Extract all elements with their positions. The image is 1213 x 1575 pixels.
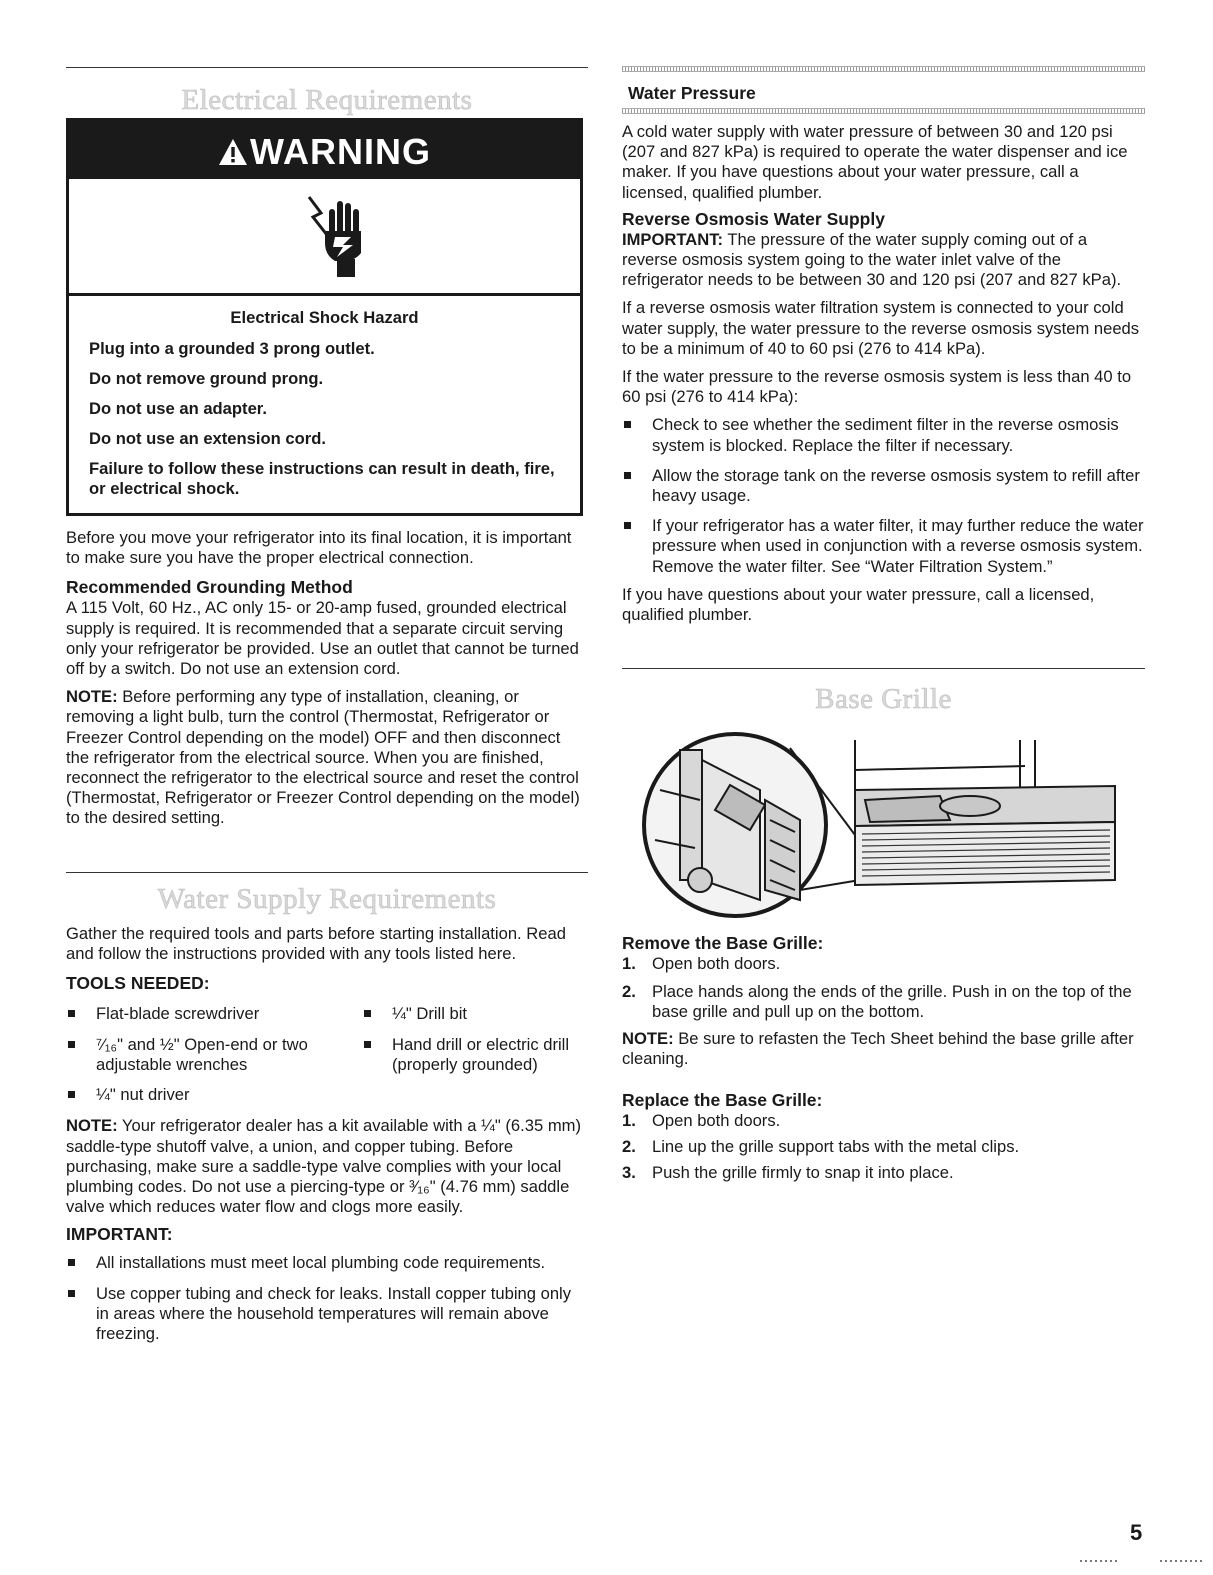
list-item: 1. Open both doors. (622, 1111, 781, 1131)
heading-stripe (622, 108, 1145, 114)
note-label: NOTE: (66, 1116, 118, 1136)
base-grille-illustration (640, 730, 1145, 920)
list-item: All installations must meet local plumbing code requirements. (66, 1253, 588, 1273)
replace-heading: Replace the Base Grille: (622, 1090, 823, 1111)
alert-triangle-icon (218, 137, 248, 167)
section-rule (66, 67, 588, 68)
grounding-heading: Recommended Grounding Method (66, 577, 353, 598)
list-item: Check to see whether the sediment filter in the reverse osmosis system is blocked. Replace the filter if necessary. (622, 415, 1145, 455)
list-item: Allow the storage tank on the reverse osmosis system to refill after heavy usage. (622, 466, 1145, 506)
note-label: NOTE: (622, 1028, 674, 1048)
ro-important (622, 230, 1145, 291)
section-rule (622, 668, 1145, 669)
base-grille-text (622, 932, 1145, 1184)
warning-body (69, 308, 580, 499)
base-grille-note (622, 1029, 1145, 1069)
list-item: Use copper tubing and check for leaks. Install copper tubing only in areas where the household temperatures will remain above freezing. (66, 1284, 588, 1345)
water-supply-section (66, 872, 588, 1344)
base-grille-section (622, 668, 1145, 716)
tools-list (66, 1004, 588, 1108)
water-pressure-section (622, 66, 1145, 625)
tools-heading: TOOLS NEEDED: (66, 973, 210, 994)
section-rule (66, 872, 588, 873)
footer-marks (1160, 1560, 1205, 1562)
note-text: Be sure to refasten the Tech Sheet behind the base grille after cleaning. (622, 1028, 1134, 1068)
grounding-text: A 115 Volt, 60 Hz., AC only 15- or 20-amp fused, grounded electrical supply is required. It is recommended that a separate circuit serving only your refrigerator be provided. Use an outlet that cannot be turned off by a switch. Do not use an extension cord. (66, 598, 579, 679)
heading-stripe (622, 66, 1145, 72)
list-item: 2. Place hands along the ends of the grille. Push in on the top of the base grille and pull up on the bottom. (622, 982, 1132, 1022)
warning-line: Do not remove ground prong. (89, 369, 324, 388)
note-text: Your refrigerator dealer has a kit available with a ¼" (6.35 mm) saddle-type shutoff valve, a union, and copper tubing. Before purchasing, make sure a saddle-type valve complies with your local plumbing codes. Do not use a piercing-type or ³⁄₁₆" (4.76 mm) saddle valve which reduces water flow and clogs more easily. (66, 1116, 581, 1217)
warning-label: WARNING (250, 131, 431, 172)
tools-list-left (66, 1004, 334, 1105)
ro-paragraph: If a reverse osmosis water filtration system is connected to your cold water supply, the water pressure to the reverse osmosis system needs to be a minimum of 40 to 60 psi (276 to 414 kPa). (622, 298, 1140, 358)
list-item: If your refrigerator has a water filter, it may further reduce the water pressure when used in conjunction with a reverse osmosis system. Remove the water filter. See “Water Filtration System.” (622, 516, 1145, 577)
page-number: 5 (1130, 1520, 1143, 1545)
list-item: Flat-blade screwdriver (66, 1004, 334, 1024)
ro-heading: Reverse Osmosis Water Supply (622, 208, 885, 229)
note-text: Before performing any type of installation, cleaning, or removing a light bulb, turn the control (Thermostat, Refrigerator or Freezer Control depending on the model) OFF and then disconnect the refrigerator from the electrical source. When you are finished, reconnect the refrigerator to the electrical source and reset the control (Thermostat, Refrigerator or Freezer Control depending on the model) to the desired setting. (66, 687, 580, 828)
warning-line: Failure to follow these instructions can result in death, fire, or electrical shock. (89, 459, 555, 498)
list-item: ¼" Drill bit (362, 1004, 588, 1024)
water-supply-title: Water Supply Requirements (157, 883, 497, 915)
list-item: 2. Line up the grille support tabs with the metal clips. (622, 1137, 1020, 1157)
tools-list-right (362, 1004, 588, 1075)
important-list (66, 1253, 588, 1344)
warning-line: Plug into a grounded 3 prong outlet. (89, 339, 375, 358)
electric-shock-hand-icon (305, 191, 375, 281)
water-pressure-closing: If you have questions about your water pressure, call a licensed, qualified plumber. (622, 584, 1095, 625)
electrical-note (66, 687, 588, 828)
hazard-title: Electrical Shock Hazard (230, 308, 419, 327)
remove-steps (622, 954, 1145, 1023)
ro-paragraph: If the water pressure to the reverse osmosis system is less than 40 to 60 psi (276 to 414 kPa): (622, 367, 1132, 407)
list-item: 3. Push the grille firmly to snap it into place. (622, 1163, 954, 1183)
footer-marks (1080, 1560, 1120, 1562)
warning-header (69, 121, 580, 179)
electrical-text (66, 528, 588, 829)
water-supply-note (66, 1116, 588, 1217)
electrical-title: Electrical Requirements (181, 84, 473, 116)
important-label: IMPORTANT: (622, 229, 724, 249)
water-pressure-text: A cold water supply with water pressure of between 30 and 120 psi (207 and 827 kPa) is required to operate the water dispenser and ice maker. If you have questions about your water pressure, call a licensed, qualified plumber. (622, 122, 1128, 202)
water-supply-intro: Gather the required tools and parts before starting installation. Read and follow the instructions provided with any tools listed here. (66, 924, 566, 964)
electrical-intro: Before you move your refrigerator into its final location, it is important to make sure you have the proper electrical connection. (66, 528, 572, 568)
ro-list (622, 415, 1145, 576)
base-grille-title: Base Grille (815, 683, 952, 715)
warning-line: Do not use an adapter. (89, 399, 267, 418)
important-heading: IMPORTANT: (66, 1224, 173, 1245)
water-pressure-heading: Water Pressure (628, 83, 756, 103)
warning-box (66, 118, 583, 516)
replace-steps (622, 1111, 1145, 1184)
important-text: The pressure of the water supply coming out of a reverse osmosis system going to the water inlet valve of the refrigerator needs to be between 30 and 120 psi (207 and 827 kPa). (622, 229, 1122, 290)
list-item: ¼" nut driver (66, 1085, 334, 1105)
list-item: ⁷⁄₁₆" and ½" Open-end or two adjustable wrenches (66, 1035, 334, 1075)
remove-heading: Remove the Base Grille: (622, 933, 824, 953)
warning-line: Do not use an extension cord. (89, 429, 326, 448)
list-item: 1. Open both doors. (622, 954, 781, 973)
shock-hazard-area (69, 179, 580, 296)
list-item: Hand drill or electric drill (properly grounded) (362, 1035, 588, 1075)
note-label: NOTE: (66, 687, 118, 707)
